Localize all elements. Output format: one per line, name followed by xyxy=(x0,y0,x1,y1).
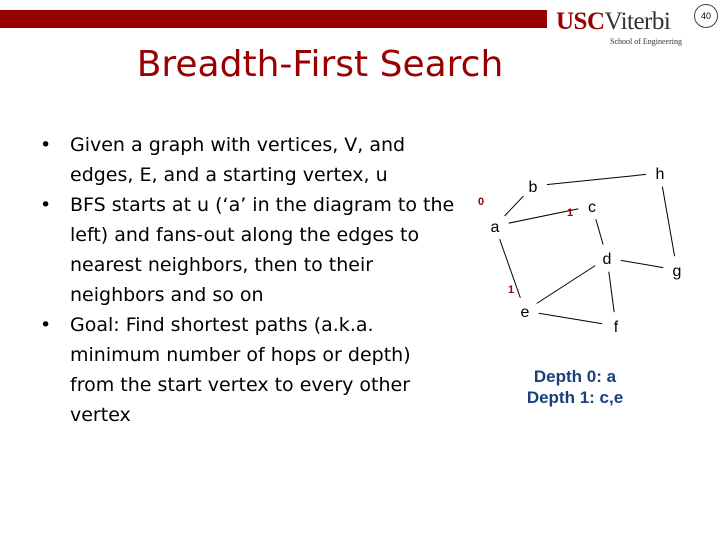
node-label-h: h xyxy=(655,166,665,183)
logo-subtitle: School of Engineering xyxy=(610,37,682,46)
node-label-f: f xyxy=(613,319,619,336)
depth-caption xyxy=(500,366,650,408)
node-label-c: c xyxy=(588,199,596,216)
depth-label-c: 1 xyxy=(567,207,574,219)
page-number-badge: 40 xyxy=(694,4,718,28)
edge-a-c xyxy=(495,206,592,226)
graph-nodes xyxy=(478,159,691,340)
node-label-g: g xyxy=(672,263,682,280)
edge-e-d xyxy=(525,258,607,311)
bullet-item: • BFS starts at u (‘a’ in the diagram to the left) and fans-out along the edges to nearest neighbors, then to their neighbors and so on xyxy=(40,190,460,310)
node-label-d: d xyxy=(602,251,612,268)
bullet-item: • Given a graph with vertices, V, and edges, E, and a starting vertex, u xyxy=(40,130,460,190)
edge-b-h xyxy=(533,173,660,186)
depth-label-e: 1 xyxy=(508,284,515,296)
node-label-e: e xyxy=(520,304,530,321)
depth-caption-line: Depth 0: a xyxy=(533,367,617,386)
bullet-item: • Goal: Find shortest paths (a.k.a. minimum number of hops or depth) from the start vertex to every other vertex xyxy=(40,310,460,430)
depth-label-a: 0 xyxy=(478,196,485,208)
edge-h-g xyxy=(660,173,677,270)
node-label-a: a xyxy=(490,219,500,236)
depth-caption-line: Depth 1: c,e xyxy=(526,388,624,407)
slide-title: Breadth-First Search xyxy=(136,44,504,85)
logo-brand: USC xyxy=(556,8,605,35)
node-label-b: b xyxy=(528,179,538,196)
logo-name: Viterbi xyxy=(604,8,671,35)
